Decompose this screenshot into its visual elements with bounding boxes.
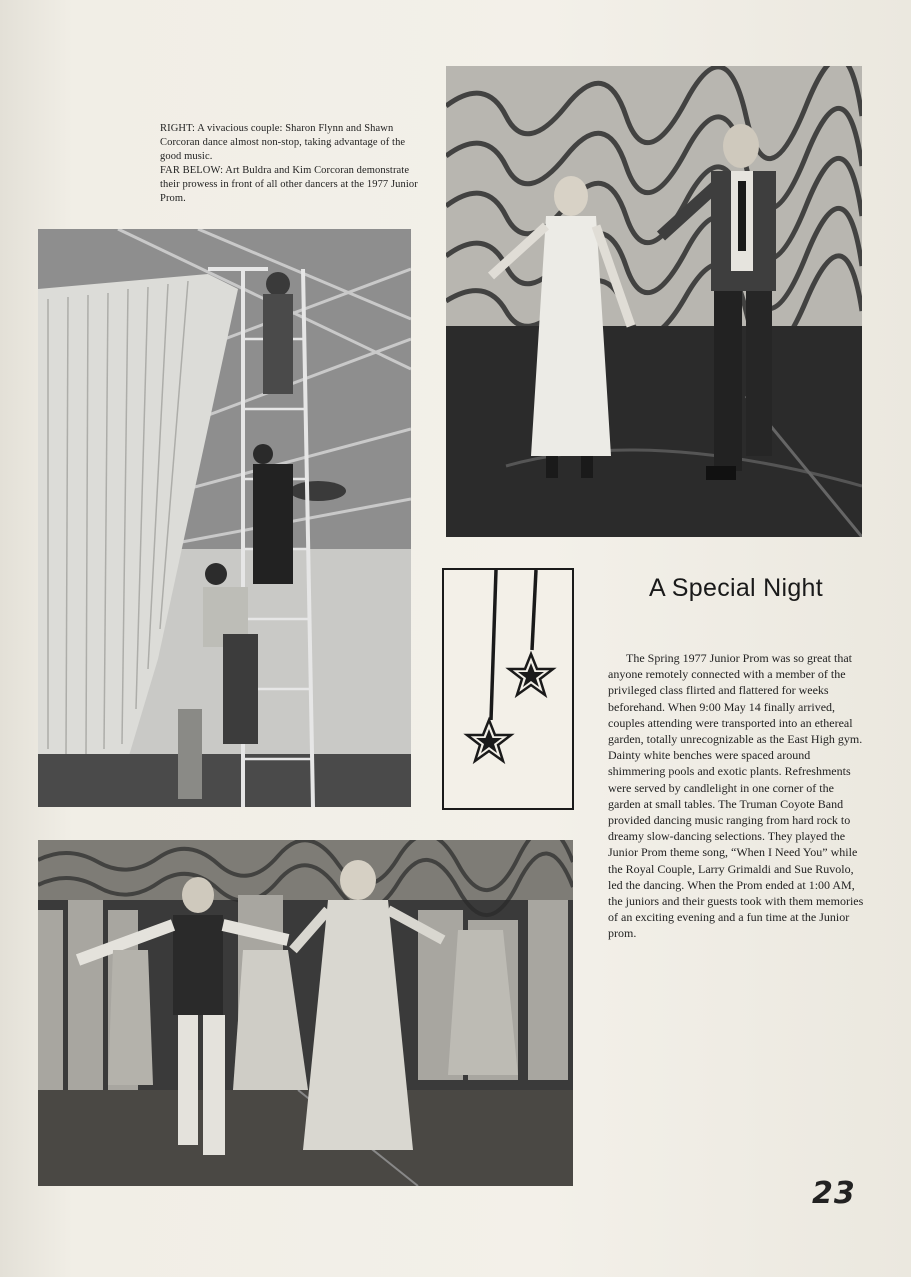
dancing-couple-photo	[446, 66, 862, 537]
photo-caption	[160, 122, 420, 206]
caption-right: RIGHT: A vivacious couple: Sharon Flynn and Shawn Corcoran dance almost non-stop, taking advantage of the good music.	[160, 123, 406, 162]
prom-crowd-photo	[38, 840, 573, 1186]
caption-far-below: FAR BELOW: Art Buldra and Kim Corcoran demonstrate their prowess in front of all other dancers at the 1977 Junior Prom.	[160, 165, 418, 204]
decorating-ladder-photo	[38, 229, 411, 807]
hanging-stars-icon	[444, 570, 568, 804]
article-body: The Spring 1977 Junior Prom was so great that anyone remotely connected with a member of the privileged class flirted and flattered for weeks beforehand. When 9:00 May 14 finally arrived, couples attending were transported into an ethereal garden, totally unrecognizable as the East High gym. Dainty white benches were spaced around shimmering pools and exotic plants. Refreshments were served by candlelight in one corner of the garden at small tables. The Truman Coyote Band provided dancing music ranging from hard rock to dreamy slow-dancing selections. They played the Junior Prom theme song, “When I Need You” while the Royal Couple, Larry Grimaldi and Sue Ruvolo, led the dancing. When the Prom ended at 1:00 AM, the juniors and their guests took with them memories of an exciting evening and a fun time at the Junior prom.	[608, 651, 864, 941]
page-number: 23	[812, 1176, 856, 1211]
star-ornament-box	[442, 568, 574, 810]
article-title: A Special Night	[648, 574, 824, 602]
